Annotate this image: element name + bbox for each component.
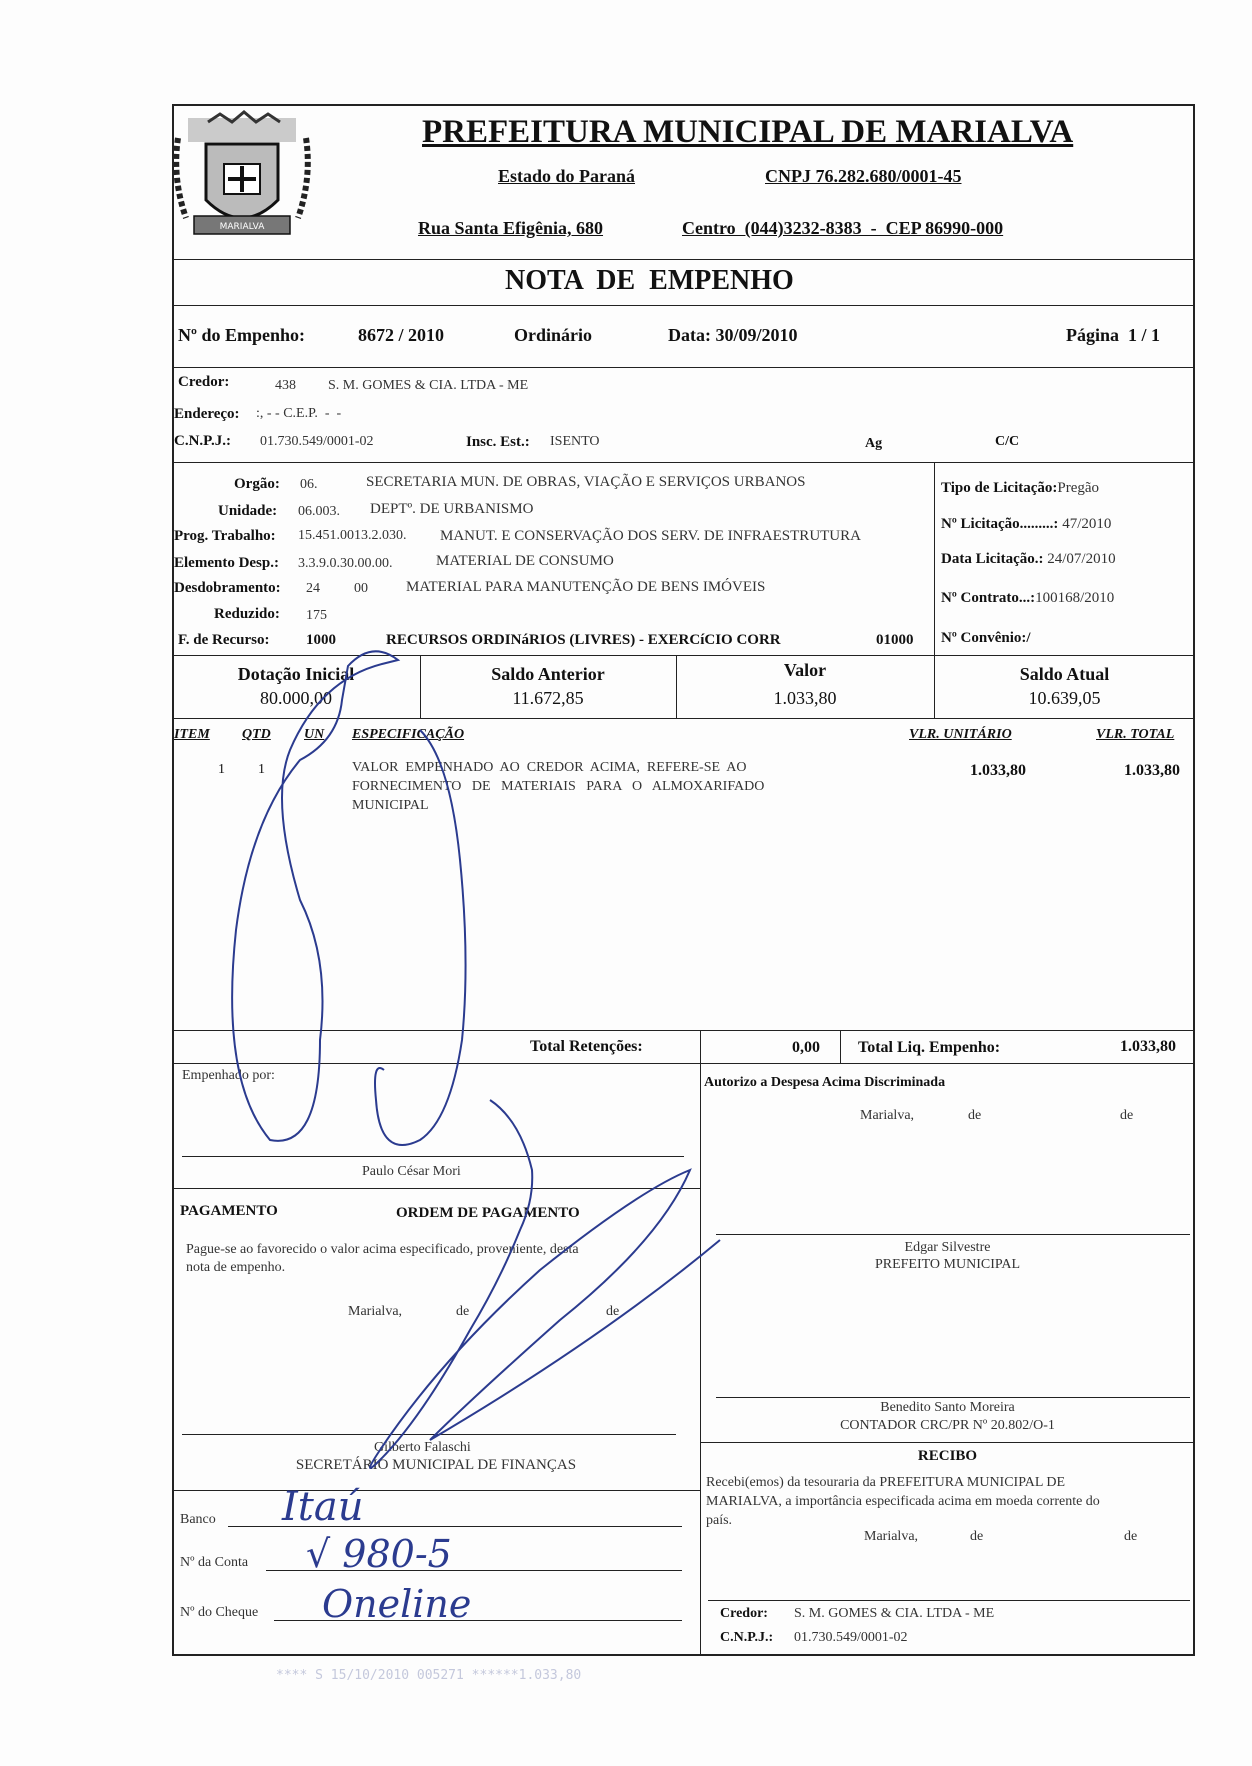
tipo-licitacao-value: Pregão xyxy=(1057,480,1100,496)
divider xyxy=(172,655,1195,656)
valor-value: 1.033,80 xyxy=(773,688,837,708)
orgao-label: Orgão: xyxy=(234,476,280,492)
cnpj-credor-value: 01.730.549/0001-02 xyxy=(260,434,374,449)
prefeito-role: PREFEITO MUNICIPAL xyxy=(874,1257,1021,1272)
data-licitacao xyxy=(941,551,1116,568)
credor-name: S. M. GOMES & CIA. LTDA - ME xyxy=(328,378,529,393)
saldo-anterior-label: Saldo Anterior xyxy=(491,664,605,684)
state-label: Estado do Paraná xyxy=(498,166,636,186)
pagamento-label: PAGAMENTO xyxy=(180,1203,278,1219)
item-qtd: 1 xyxy=(258,762,265,777)
cnpj-label: CNPJ 76.282.680/0001-45 xyxy=(765,166,962,186)
contador-name: Benedito Santo Moreira xyxy=(880,1400,1015,1415)
page-title: PREFEITURA MUNICIPAL DE MARIALVA xyxy=(422,114,1074,150)
credor-code: 438 xyxy=(275,378,296,393)
item-vlr-total: 1.033,80 xyxy=(1124,762,1180,779)
empenhado-por-name: Paulo César Mori xyxy=(362,1164,461,1179)
empenho-number-label: Nº do Empenho: xyxy=(178,325,305,345)
prog-trabalho-label: Prog. Trabalho: xyxy=(174,528,276,544)
reduzido-value: 175 xyxy=(306,608,327,623)
autorizo-place: Marialva, xyxy=(860,1108,915,1123)
fonte-recurso-code2: 01000 xyxy=(876,632,914,648)
conta-corrente-label: C/C xyxy=(995,434,1020,449)
conta-label: Nº da Conta xyxy=(180,1555,249,1570)
signature-line xyxy=(182,1434,676,1435)
empenho-date: Data: 30/09/2010 xyxy=(668,325,798,345)
recibo-text-line1: Recebi(emos) da tesouraria da PREFEITURA MUNICIPAL DE xyxy=(706,1475,1066,1490)
divider xyxy=(840,1030,841,1063)
recibo-credor-label: Credor: xyxy=(720,1606,768,1621)
signature-line xyxy=(708,1600,1190,1601)
recibo-text-line3: país. xyxy=(706,1513,733,1528)
contador-role: CONTADOR CRC/PR Nº 20.802/O-1 xyxy=(840,1418,1055,1433)
reduzido-label: Reduzido: xyxy=(214,606,280,622)
bank-stamp: **** S 15/10/2010 005271 ******1.033,80 xyxy=(276,1668,582,1683)
credor-label: Credor: xyxy=(178,374,230,390)
signature-line xyxy=(182,1156,684,1157)
item-desc-line3: MUNICIPAL xyxy=(352,798,429,813)
item-desc-line1: VALOR EMPENHADO AO CREDOR ACIMA, REFERE-SE AO xyxy=(352,760,747,775)
empenhado-por-label: Empenhado por: xyxy=(182,1068,275,1083)
cheque-handwritten: Oneline xyxy=(322,1582,472,1626)
elemento-code: 3.3.9.0.30.00.00. xyxy=(298,556,393,571)
agencia-label: Ag xyxy=(865,436,883,451)
recibo-credor-value: S. M. GOMES & CIA. LTDA - ME xyxy=(794,1606,995,1621)
col-header-vlr-total: VLR. TOTAL xyxy=(1096,727,1175,742)
desdobramento-a: 24 xyxy=(306,581,320,596)
empenho-type: Ordinário xyxy=(514,325,593,345)
col-header-item: ITEM xyxy=(174,727,210,742)
pagamento-text-line1: Pague-se ao favorecido o valor acima especificado, proveniente, desta xyxy=(186,1242,579,1257)
empenho-number: 8672 / 2010 xyxy=(358,325,445,345)
desdobramento-label: Desdobramento: xyxy=(174,580,281,596)
fonte-recurso-name: RECURSOS ORDINáRIOS (LIVRES) - EXERCíCIO CORR xyxy=(386,632,781,648)
item-desc-line2: FORNECIMENTO DE MATERIAIS PARA O ALMOXARIFADO xyxy=(352,779,765,794)
col-header-un: UN xyxy=(304,727,325,742)
numero-contrato-label: Nº Contrato...: xyxy=(941,590,1036,606)
pagamento-de2: de xyxy=(606,1304,620,1319)
unidade-name: DEPTº. DE URBANISMO xyxy=(370,501,534,517)
insc-est-label: Insc. Est.: xyxy=(466,434,530,450)
unidade-label: Unidade: xyxy=(218,503,278,519)
banco-handwritten: Itaú xyxy=(282,1484,364,1530)
orgao-name: SECRETARIA MUN. DE OBRAS, VIAÇÃO E SERVIÇOS URBANOS xyxy=(366,474,806,490)
numero-licitacao-label: Nº Licitação.........: xyxy=(941,516,1059,532)
secretario-role: SECRETÁRIO MUNICIPAL DE FINANÇAS xyxy=(295,1457,577,1473)
total-retencoes-label: Total Retenções: xyxy=(530,1038,643,1055)
divider xyxy=(700,1442,1195,1443)
recibo-place: Marialva, xyxy=(864,1529,919,1544)
page-number: Página 1 / 1 xyxy=(1066,325,1161,345)
signature-line xyxy=(716,1397,1190,1398)
recibo-cnpj-value: 01.730.549/0001-02 xyxy=(794,1630,908,1645)
orgao-code: 06. xyxy=(300,477,318,492)
divider xyxy=(172,367,1195,368)
recibo-cnpj-label: C.N.P.J.: xyxy=(720,1630,774,1645)
endereco-label: Endereço: xyxy=(174,406,240,422)
prog-trabalho-code: 15.451.0013.2.030. xyxy=(298,528,407,543)
total-liquido-value: 1.033,80 xyxy=(1120,1038,1176,1055)
desdobramento-b: 00 xyxy=(354,581,368,596)
pagamento-text-line2: nota de empenho. xyxy=(186,1260,286,1275)
numero-licitacao-value: 47/2010 xyxy=(1062,516,1112,532)
insc-est-value: ISENTO xyxy=(550,434,600,449)
seal-banner-text: MARIALVA xyxy=(219,222,265,232)
dotacao-inicial-label: Dotação Inicial xyxy=(237,664,355,684)
recibo-text-line2: MARIALVA, a importância especificada acima em moeda corrente do xyxy=(706,1494,1100,1509)
divider xyxy=(172,259,1195,260)
address-label: Rua Santa Efigênia, 680 xyxy=(418,218,604,238)
col-header-especificacao: ESPECIFICAÇÃO xyxy=(352,727,465,742)
numero-contrato-value: 100168/2010 xyxy=(1035,590,1115,606)
recibo-de1: de xyxy=(970,1529,984,1544)
saldo-atual-label: Saldo Atual xyxy=(1019,664,1110,684)
fonte-recurso-label: F. de Recurso: xyxy=(178,632,270,648)
recibo-de2: de xyxy=(1124,1529,1138,1544)
numero-convenio-label: Nº Convênio:/ xyxy=(941,630,1031,646)
divider xyxy=(172,1188,700,1189)
elemento-name: MATERIAL DE CONSUMO xyxy=(436,553,614,569)
cheque-label: Nº do Cheque xyxy=(180,1605,259,1620)
divider xyxy=(700,1030,701,1656)
autorizo-label: Autorizo a Despesa Acima Discriminada xyxy=(704,1075,946,1090)
total-liquido-label: Total Liq. Empenho: xyxy=(858,1039,1001,1056)
total-retencoes-value: 0,00 xyxy=(792,1039,820,1056)
doc-title: NOTA DE EMPENHO xyxy=(505,265,794,296)
fonte-recurso-code: 1000 xyxy=(306,632,336,648)
elemento-label: Elemento Desp.: xyxy=(174,555,279,571)
col-header-vlr-unitario: VLR. UNITÁRIO xyxy=(909,727,1012,742)
saldo-anterior-value: 11.672,85 xyxy=(512,688,584,708)
dotacao-inicial-value: 80.000,00 xyxy=(260,688,332,708)
ordem-pagamento-label: ORDEM DE PAGAMENTO xyxy=(396,1205,580,1221)
unidade-code: 06.003. xyxy=(298,504,340,519)
divider xyxy=(172,1063,1195,1064)
contact-label: Centro (044)3232-8383 - CEP 86990-000 xyxy=(682,218,1004,238)
desdobramento-name: MATERIAL PARA MANUTENÇÃO DE BENS IMÓVEIS xyxy=(406,579,766,595)
saldo-atual-value: 10.639,05 xyxy=(1028,688,1101,708)
tipo-licitacao xyxy=(941,480,1099,497)
valor-label: Valor xyxy=(783,660,827,680)
secretario-name: Gilberto Falaschi xyxy=(374,1440,471,1455)
signature-line xyxy=(716,1234,1190,1235)
col-header-qtd: QTD xyxy=(242,727,271,742)
tipo-licitacao-label: Tipo de Licitação: xyxy=(941,480,1058,496)
divider xyxy=(934,462,935,655)
numero-licitacao xyxy=(941,516,1111,533)
divider xyxy=(172,462,1195,463)
endereco-value: :, - - C.E.P. - - xyxy=(256,406,342,421)
banco-label: Banco xyxy=(180,1512,216,1527)
recibo-label: RECIBO xyxy=(917,1448,978,1464)
data-licitacao-value: 24/07/2010 xyxy=(1047,551,1116,567)
prefeito-name: Edgar Silvestre xyxy=(904,1240,991,1255)
divider xyxy=(172,1030,1195,1031)
numero-contrato xyxy=(941,590,1114,607)
pagamento-de1: de xyxy=(456,1304,470,1319)
divider xyxy=(172,305,1195,306)
cnpj-credor-label: C.N.P.J.: xyxy=(174,433,231,449)
divider xyxy=(172,718,1195,719)
item-number: 1 xyxy=(218,762,225,777)
prog-trabalho-name: MANUT. E CONSERVAÇÃO DOS SERV. DE INFRAESTRUTURA xyxy=(440,528,861,544)
data-licitacao-label: Data Licitação.: xyxy=(941,551,1044,567)
divider xyxy=(172,1490,700,1491)
item-vlr-unitario: 1.033,80 xyxy=(970,762,1026,779)
autorizo-de2: de xyxy=(1120,1108,1134,1123)
conta-handwritten: √ 980-5 xyxy=(306,1532,452,1576)
pagamento-place: Marialva, xyxy=(348,1304,403,1319)
autorizo-de1: de xyxy=(968,1108,982,1123)
